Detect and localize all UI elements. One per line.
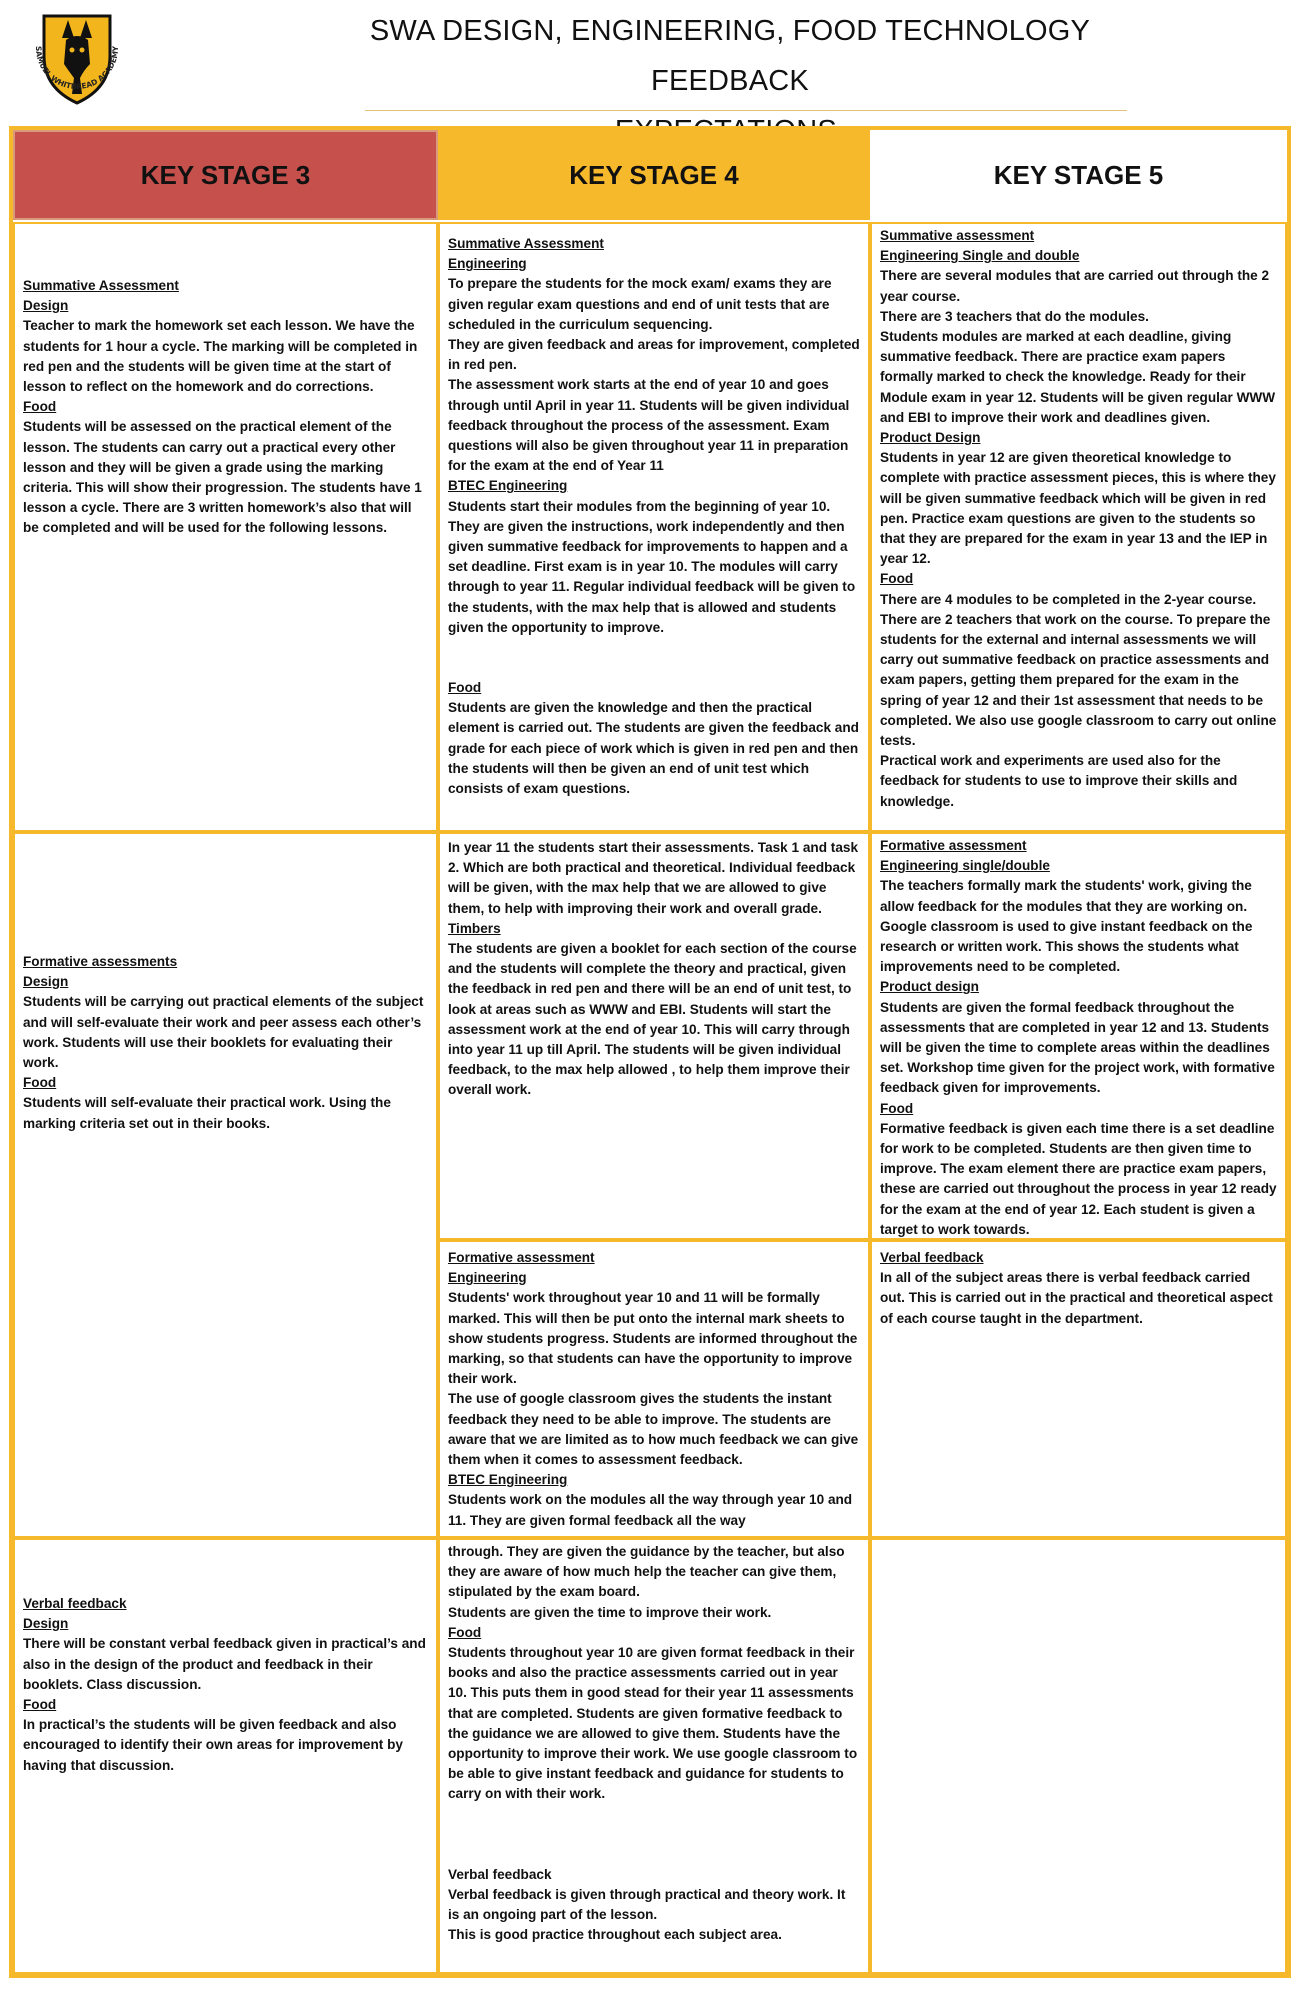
ks4-engineering-text-3: The assessment work starts at the end of year 10 and goes through until April in year 11. Students will be given individual feedback throughout the process of the assessment. Exam questions will also be given throughout year 11 in preparation for the exam at the end of Year 11 bbox=[448, 377, 850, 474]
ks5-product-design-text: Students in year 12 are given theoretical knowledge to complete with practice assessment pieces, this is where they will be given summative feedback which will be given in red pen. Practice exam questions are given to the students so that they are prepared for the exam in year 13 and the IEP in year 12. bbox=[880, 450, 1276, 567]
ks3-formative-food-text: Students will self-evaluate their practical work. Using the marking criteria set out in their books. bbox=[23, 1095, 391, 1131]
title-line-1: SWA DESIGN, ENGINEERING, FOOD TECHNOLOGY FEEDBACK bbox=[369, 15, 1091, 97]
ks4-timbers-heading: Timbers bbox=[448, 920, 501, 936]
ks4-food-heading: Food bbox=[448, 680, 482, 696]
ks4-formative-engineering-text: Students' work throughout year 10 and 11 will be formally marked. This will then be put onto the internal mark sheets to show students progress. Students are informed throughout the marking, so that students can have the opportunity to improve their work. bbox=[448, 1290, 858, 1387]
ks5-formative-food-heading: Food bbox=[880, 1100, 914, 1116]
ks3-formative-heading: Formative assessments bbox=[23, 954, 178, 969]
ks5-engineering-heading: Engineering Single and double bbox=[880, 248, 1080, 264]
ks5-formative-product-design-text: Students are given the formal feedback throughout the assessments that are completed in year 12 and 13. Students will be given the time to complete areas within the deadlines set. Workshop time given for the project work, with formative feedback given for improvements. bbox=[880, 999, 1275, 1096]
ks5-engineering-text: There are several modules that are carried out through the 2 year course. bbox=[880, 268, 1270, 304]
ks5-engineering-text-2: There are 3 teachers that do the modules. bbox=[880, 308, 1149, 324]
ks5-formative-engineering-text: The teachers formally mark the students' work, giving the allow feedback for the modules that they are working on. Google classroom is used to give instant feedback on the research or written work. This shows the students what improvements need to be completed. bbox=[880, 878, 1253, 975]
ks4-engineering-heading: Engineering bbox=[448, 256, 527, 272]
ks4-btec-continued-2: Students are given the time to improve their work. bbox=[448, 1604, 772, 1620]
ks4-summative-cell bbox=[438, 222, 870, 832]
ks4-engineering-text-2: They are given feedback and areas for improvement, completed in red pen. bbox=[448, 337, 860, 373]
ks3-formative-food-heading: Food bbox=[23, 1075, 57, 1091]
ks4-year11-cell bbox=[438, 832, 870, 1240]
ks5-formative-food-text: Formative feedback is given each time there is a set deadline for work to be completed. Students are then given time to improve. The exam element there are practice exam papers, these are carried out throughout the process in year 12 ready for the exam at the end of year 12. Each student is given a target to work towards. bbox=[880, 1120, 1277, 1237]
ks4-formative-cell bbox=[438, 1240, 870, 1538]
ks5-formative-heading: Formative assessment bbox=[880, 838, 1027, 853]
ks3-design-heading: Design bbox=[23, 298, 69, 314]
ks3-design-text: Teacher to mark the homework set each lesson. We have the students for 1 hour a cycle. The marking will be completed in red pen and the students will be given time at the start of lesson to reflect on the homework and do corrections. bbox=[23, 318, 418, 395]
ks5-product-design-heading: Product Design bbox=[880, 430, 981, 446]
ks4-formative-engineering-heading: Engineering bbox=[448, 1270, 527, 1286]
ks5-summative-cell bbox=[870, 222, 1287, 832]
ks4-btec-continued: through. They are given the guidance by the teacher, but also they are aware of how much help the teacher can give them, stipulated by the exam board. bbox=[448, 1544, 845, 1600]
ks5-formative-product-design-heading: Product design bbox=[880, 979, 979, 995]
ks5-empty-cell bbox=[870, 1538, 1287, 1974]
ks3-food-text: Students will be assessed on the practical element of the lesson. The students can carry out a practical every other lesson and they will be given a grade using the marking criteria. This will show their progression. The students have 1 lesson a cycle. There are 3 written homework’s also that will be completed and will be used for the following lessons. bbox=[23, 419, 422, 536]
header-key-stage-4: KEY STAGE 4 bbox=[438, 130, 870, 220]
ks5-food-text: There are 4 modules to be completed in the 2-year course. There are 2 teachers that work on the course. To prepare the students for the external and internal assessments we will carry out summative feedback on practice assessments and exam papers, getting them prepared for the exam in the spring of year 12 and their 1st assessment that needs to be completed. We also use google classroom to carry out online tests. bbox=[880, 591, 1277, 749]
ks4-food-text: Students are given the knowledge and then the practical element is carried out. The students are given the feedback and grade for each piece of work which is given in red pen and then the students will then be given an end of unit test which consists of exam questions. bbox=[448, 700, 859, 797]
ks4-summative-heading: Summative Assessment bbox=[448, 236, 604, 251]
ks4-verbal-heading: Verbal feedback bbox=[448, 1866, 552, 1882]
ks3-formative-design-text: Students will be carrying out practical elements of the subject and will self-evaluate their work and peer assess each other’s work. Students will use their booklets for evaluating their work. bbox=[23, 994, 424, 1071]
header-key-stage-5: KEY STAGE 5 bbox=[870, 130, 1287, 220]
ks3-verbal-design-heading: Design bbox=[23, 1616, 69, 1632]
header-key-stage-3: KEY STAGE 3 bbox=[13, 130, 438, 220]
logo-text: SAMUEL WHITBREAD ACADEMY bbox=[33, 45, 121, 92]
ks3-summative-cell bbox=[13, 222, 438, 832]
ks5-formative-engineering-heading: Engineering single/double bbox=[880, 858, 1050, 874]
ks5-food-heading: Food bbox=[880, 571, 914, 587]
ks5-formative-cell bbox=[870, 832, 1287, 1240]
ks4-bottom-cell bbox=[438, 1538, 870, 1974]
ks4-formative-heading: Formative assessment bbox=[448, 1250, 595, 1265]
ks3-verbal-cell bbox=[13, 1538, 438, 1974]
ks3-formative-cell bbox=[13, 832, 438, 1538]
ks5-summative-heading: Summative assessment bbox=[880, 228, 1035, 243]
ks4-timbers-text: The students are given a booklet for each section of the course and the students will complete the theory and practical, given the feedback in red pen and there will be an end of unit test, to look at areas such as WWW and EBI. Students will start the assessment work at the end of year 10. This will carry through into year 11 up till April. The students will be given individual feedback, to the max help allowed , to help them improve their overall work. bbox=[448, 941, 857, 1098]
ks3-summative-heading: Summative Assessment bbox=[23, 278, 179, 293]
ks4-formative-food-heading: Food bbox=[448, 1624, 482, 1640]
ks4-verbal-text: Verbal feedback is given through practical and theory work. It is an ongoing part of the lesson. bbox=[448, 1886, 846, 1923]
ks4-btec-heading: BTEC Engineering bbox=[448, 478, 568, 494]
ks4-engineering-text: To prepare the students for the mock exam/ exams they are given regular exam questions and end of unit tests that are scheduled in the curriculum sequencing. bbox=[448, 276, 832, 332]
ks5-verbal-text: In all of the subject areas there is verbal feedback carried out. This is carried out in the practical and theoretical aspect of each course taught in the department. bbox=[880, 1270, 1273, 1326]
ks4-verbal-text-2: This is good practice throughout each subject area. bbox=[448, 1927, 782, 1943]
ks4-formative-btec-heading: BTEC Engineering bbox=[448, 1472, 568, 1488]
ks5-verbal-cell bbox=[870, 1240, 1287, 1538]
ks3-food-heading: Food bbox=[23, 399, 57, 415]
ks3-verbal-design-text: There will be constant verbal feedback given in practical’s and also in the design of the product and feedback in their booklets. Class discussion. bbox=[23, 1636, 426, 1692]
ks5-engineering-text-3: Students modules are marked at each deadline, giving summative feedback. There are practice exam papers formally marked to check the knowledge. Ready for their Module exam in year 12. Students will be given regular WWW and EBI to improve their work and deadlines given. bbox=[880, 329, 1276, 425]
logo-emblem bbox=[22, 8, 132, 118]
ks4-formative-food-text: Students throughout year 10 are given format feedback in their books and also the practice assessments carried out in year 10. This puts them in good stead for their year 11 assessments that are completed. Students are given formative feedback to the guidance we are allowed to give them. Students have the opportunity to improve their work. We use google classroom to be able to give instant feedback and guidance for students to carry on with their work. bbox=[448, 1645, 858, 1802]
ks3-verbal-food-heading: Food bbox=[23, 1697, 57, 1713]
academy-logo bbox=[22, 8, 132, 118]
ks3-formative-design-heading: Design bbox=[23, 974, 69, 990]
ks3-verbal-heading: Verbal feedback bbox=[23, 1596, 127, 1611]
ks4-year11-text: In year 11 the students start their assessments. Task 1 and task 2. Which are both practical and theoretical. Individual feedback will be given, with the max help that we are allowed to give them, to help with improving their work and overall grade. bbox=[448, 840, 859, 916]
ks5-food-text-2: Practical work and experiments are used also for the feedback for students to use to improve their skills and knowledge. bbox=[880, 753, 1238, 809]
ks4-formative-engineering-text-2: The use of google classroom gives the students the instant feedback they need to be able to improve. The students are aware that we are limited as to how much feedback we can give them when it comes to assessment feedback. bbox=[448, 1391, 859, 1468]
title-underline bbox=[365, 110, 1127, 111]
ks4-btec-text: Students start their modules from the beginning of year 10. They are given the instructions, work independently and then given summative feedback for improvements to happen and a set deadline. First exam is in year 10. The modules will carry through to year 11. Regular individual feedback will be given to the students, with the max help that is allowed and students given the opportunity to improve. bbox=[448, 498, 856, 635]
ks4-formative-btec-text: Students work on the modules all the way through year 10 and 11. They are given formal feedback all the way bbox=[448, 1492, 853, 1528]
ks3-verbal-food-text: In practical’s the students will be given feedback and also encouraged to identify their own areas for improvement by having that discussion. bbox=[23, 1717, 403, 1773]
ks5-verbal-heading: Verbal feedback bbox=[880, 1250, 984, 1265]
